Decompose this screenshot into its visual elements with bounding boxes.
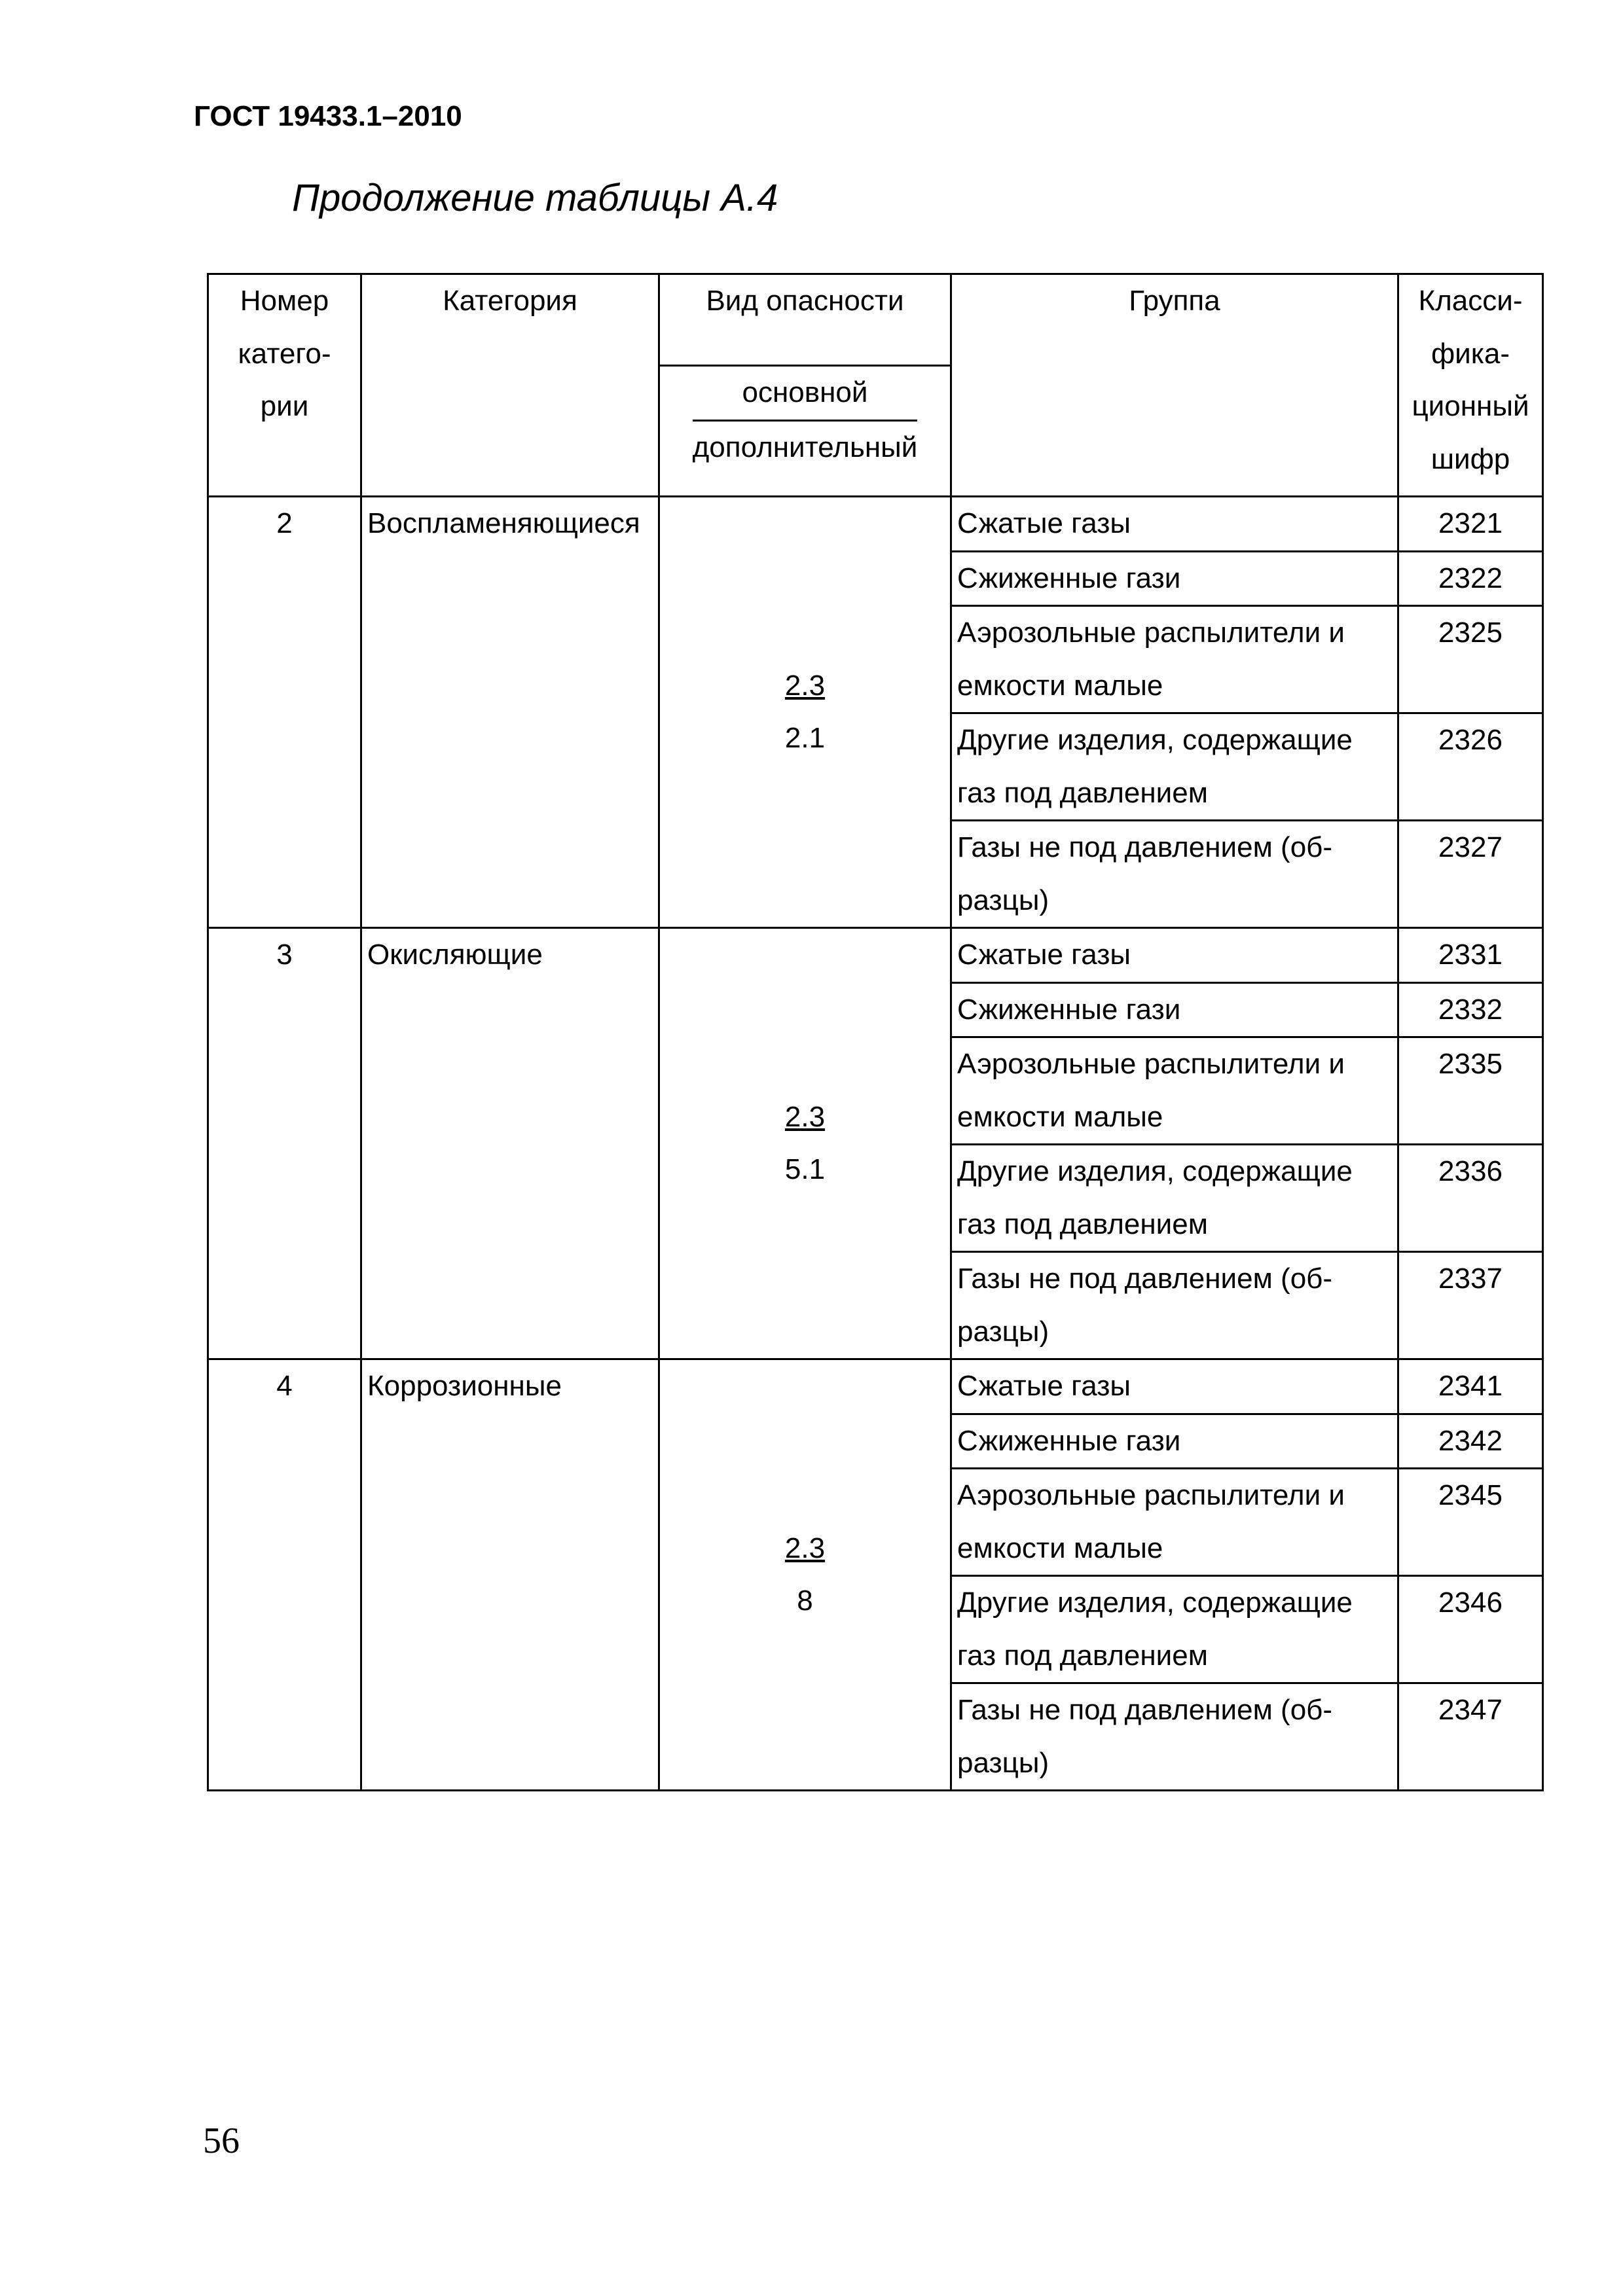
code-cell: 2331 <box>1398 928 1543 983</box>
category-name-cell: Воспламеняющиеся <box>361 497 659 928</box>
header-hazard-main: основной <box>693 367 918 422</box>
group-cell: Сжатые газы <box>951 497 1398 552</box>
hazard-additional-value: 8 <box>797 1585 813 1617</box>
hazard-main-value: 2.3 <box>784 669 826 702</box>
group-cell: Газы не под давлением (об- разцы) <box>951 1252 1398 1359</box>
hazard-fraction <box>693 367 918 474</box>
header-code: Класси- фика- ционный шифр <box>1398 274 1543 497</box>
group-cell: Аэрозольные распылители и емкости малые <box>951 606 1398 713</box>
group-cell: Газы не под давлением (об- разцы) <box>951 821 1398 928</box>
hazard-cell <box>659 1359 951 1791</box>
category-name-cell: Окисляющие <box>361 928 659 1359</box>
group-cell: Сжатые газы <box>951 928 1398 983</box>
header-category: Категория <box>361 274 659 497</box>
code-cell: 2321 <box>1398 497 1543 552</box>
code-cell: 2327 <box>1398 821 1543 928</box>
page-number: 56 <box>203 2121 240 2161</box>
code-cell: 2326 <box>1398 713 1543 821</box>
header-hazard-additional: дополнительный <box>692 431 918 463</box>
code-cell: 2325 <box>1398 606 1543 713</box>
code-cell: 2322 <box>1398 551 1543 606</box>
code-cell: 2332 <box>1398 982 1543 1037</box>
table-row <box>208 928 1543 983</box>
header-group: Группа <box>951 274 1398 497</box>
group-cell: Другие изделия, содержащие газ под давлением <box>951 1576 1398 1683</box>
hazard-additional-value: 2.1 <box>784 722 826 754</box>
group-cell: Другие изделия, содержащие газ под давлением <box>951 1145 1398 1252</box>
table-caption: Продолжение таблицы А.4 <box>292 177 778 219</box>
category-name-cell: Коррозионные <box>361 1359 659 1791</box>
category-number-cell: 2 <box>208 497 361 928</box>
hazard-cell <box>659 928 951 1359</box>
table-row <box>208 497 1543 552</box>
code-cell: 2341 <box>1398 1359 1543 1414</box>
document-header: ГОСТ 19433.1–2010 <box>194 100 462 132</box>
category-number-cell: 4 <box>208 1359 361 1791</box>
code-cell: 2346 <box>1398 1576 1543 1683</box>
group-cell: Сжиженные гази <box>951 1414 1398 1469</box>
header-row <box>208 274 1543 366</box>
hazard-main-value: 2.3 <box>784 1532 826 1564</box>
code-cell: 2347 <box>1398 1683 1543 1791</box>
code-cell: 2345 <box>1398 1469 1543 1576</box>
hazard-cell <box>659 497 951 928</box>
group-cell: Сжиженные гази <box>951 982 1398 1037</box>
group-cell: Сжиженные гази <box>951 551 1398 606</box>
code-cell: 2336 <box>1398 1145 1543 1252</box>
code-cell: 2342 <box>1398 1414 1543 1469</box>
classification-table <box>207 273 1544 1791</box>
group-cell: Аэрозольные распылители и емкости малые <box>951 1037 1398 1145</box>
group-cell: Сжатые газы <box>951 1359 1398 1414</box>
group-cell: Газы не под давлением (об- разцы) <box>951 1683 1398 1791</box>
code-cell: 2337 <box>1398 1252 1543 1359</box>
group-cell: Другие изделия, содержащие газ под давлением <box>951 713 1398 821</box>
category-number-cell: 3 <box>208 928 361 1359</box>
code-cell: 2335 <box>1398 1037 1543 1145</box>
hazard-additional-value: 5.1 <box>784 1153 826 1185</box>
hazard-main-value: 2.3 <box>784 1100 826 1133</box>
header-number: Номер катего- рии <box>208 274 361 497</box>
header-hazard: Вид опасности <box>659 274 951 366</box>
group-cell: Аэрозольные распылители и емкости малые <box>951 1469 1398 1576</box>
table-row <box>208 1359 1543 1414</box>
header-hazard-sub <box>659 366 951 497</box>
